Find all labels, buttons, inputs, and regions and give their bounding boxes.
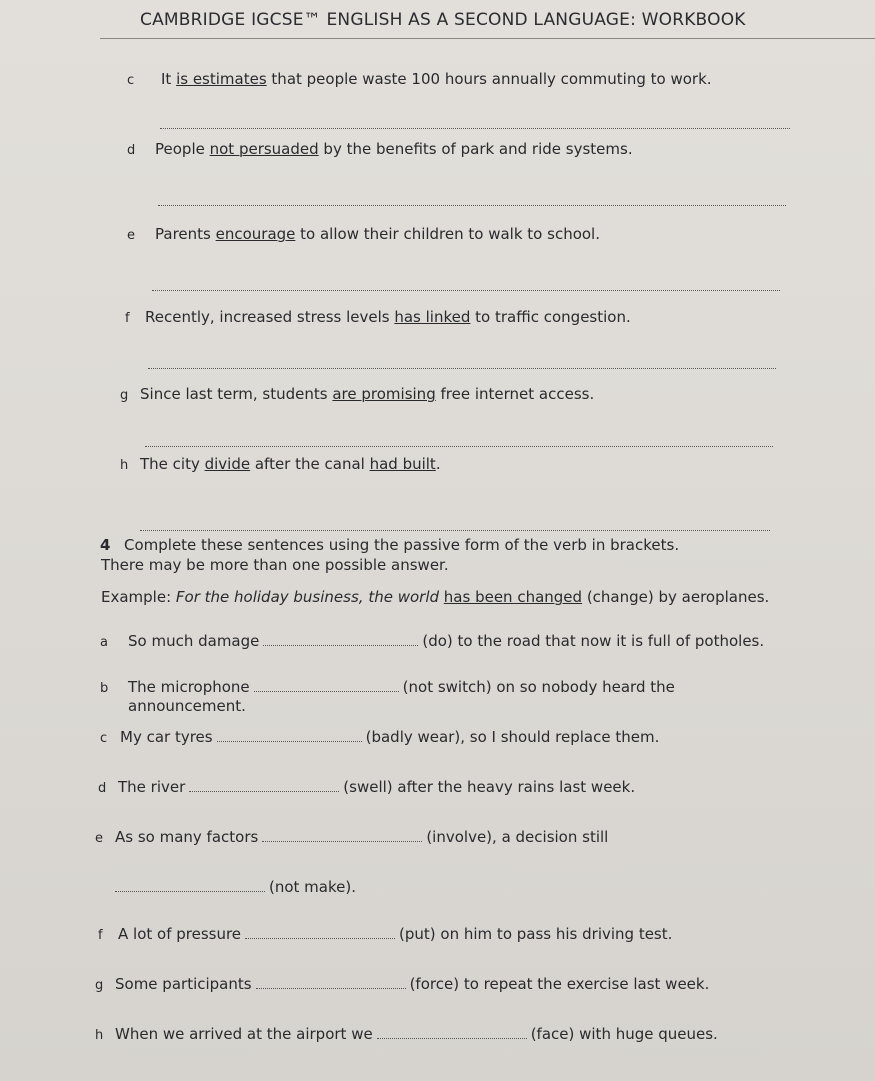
item-letter: b bbox=[100, 681, 109, 696]
example-label: Example: bbox=[101, 588, 176, 606]
item-text: My car tyres bbox=[120, 728, 213, 746]
item-text: Recently, increased stress levels bbox=[145, 308, 395, 326]
underlined-error: are promising bbox=[332, 385, 436, 403]
answer-blank[interactable] bbox=[254, 681, 399, 692]
ex3-item-c bbox=[127, 70, 712, 88]
example-text: (change) by aeroplanes. bbox=[582, 588, 770, 606]
item-text: by the benefits of park and ride systems. bbox=[318, 140, 633, 158]
exercise-number: 4 bbox=[100, 536, 111, 554]
ex4-example bbox=[101, 588, 769, 606]
item-letter: a bbox=[100, 635, 108, 650]
item-text: (do) to the road that now it is full of potholes. bbox=[422, 632, 765, 650]
item-text: As so many factors bbox=[115, 828, 259, 846]
item-letter: g bbox=[95, 978, 104, 993]
ex4-item-d bbox=[98, 778, 635, 796]
item-text: (face) with huge queues. bbox=[530, 1025, 718, 1043]
item-text: It bbox=[161, 70, 177, 88]
answer-blank[interactable] bbox=[217, 731, 362, 742]
ex4-item-e bbox=[95, 828, 608, 846]
item-text: to traffic congestion. bbox=[470, 308, 631, 326]
ex4-item-e-cont bbox=[115, 878, 356, 896]
item-letter: c bbox=[100, 731, 108, 746]
answer-line[interactable] bbox=[152, 290, 780, 291]
item-letter: g bbox=[120, 388, 129, 403]
item-text: after the canal bbox=[250, 455, 370, 473]
ex4-item-b bbox=[100, 678, 675, 696]
example-text: For the holiday business, the world bbox=[175, 588, 444, 606]
item-letter: c bbox=[127, 73, 135, 88]
ex4-item-g bbox=[95, 975, 709, 993]
page-header: CAMBRIDGE IGCSE™ ENGLISH AS A SECOND LANGUAGE: WORKBOOK bbox=[140, 10, 746, 30]
ex4-item-b-cont: announcement. bbox=[128, 697, 246, 715]
underlined-error: encourage bbox=[215, 225, 296, 243]
item-letter: f bbox=[125, 311, 130, 326]
answer-blank[interactable] bbox=[263, 635, 418, 646]
answer-blank[interactable] bbox=[256, 978, 406, 989]
ex3-item-f bbox=[125, 308, 631, 326]
ex3-item-h bbox=[120, 455, 441, 473]
answer-blank[interactable] bbox=[245, 928, 395, 939]
item-letter: h bbox=[120, 458, 129, 473]
item-letter: f bbox=[98, 928, 103, 943]
item-text: Some participants bbox=[115, 975, 252, 993]
item-text: Since last term, students bbox=[140, 385, 333, 403]
item-text: People bbox=[155, 140, 210, 158]
item-text: A lot of pressure bbox=[118, 925, 242, 943]
item-text: . bbox=[435, 455, 441, 473]
ex4-item-h bbox=[95, 1025, 718, 1043]
item-text: (badly wear), so I should replace them. bbox=[365, 728, 660, 746]
item-text: to allow their children to walk to school. bbox=[295, 225, 600, 243]
item-text: The city bbox=[140, 455, 205, 473]
answer-blank[interactable] bbox=[189, 781, 339, 792]
item-text: free internet access. bbox=[435, 385, 595, 403]
item-text: When we arrived at the airport we bbox=[115, 1025, 373, 1043]
item-letter: h bbox=[95, 1028, 104, 1043]
ex4-instruction-2: There may be more than one possible answer. bbox=[101, 556, 449, 574]
answer-line[interactable] bbox=[145, 446, 773, 447]
example-answer: has been changed bbox=[443, 588, 583, 606]
underlined-error: has linked bbox=[394, 308, 471, 326]
answer-line[interactable] bbox=[160, 128, 790, 129]
ex4-item-f bbox=[98, 925, 672, 943]
item-text: (not switch) on so nobody heard the bbox=[402, 678, 675, 696]
item-text: (put) on him to pass his driving test. bbox=[399, 925, 673, 943]
item-text: The microphone bbox=[128, 678, 250, 696]
answer-line[interactable] bbox=[148, 368, 776, 369]
item-letter: d bbox=[127, 143, 136, 158]
underlined-error: divide bbox=[204, 455, 251, 473]
answer-line[interactable] bbox=[158, 205, 786, 206]
item-text: (swell) after the heavy rains last week. bbox=[343, 778, 636, 796]
item-text: The river bbox=[118, 778, 186, 796]
answer-blank[interactable] bbox=[377, 1028, 527, 1039]
underlined-error: not persuaded bbox=[209, 140, 319, 158]
item-text: (not make). bbox=[269, 878, 356, 896]
underlined-error: had built bbox=[369, 455, 436, 473]
answer-blank[interactable] bbox=[262, 831, 422, 842]
item-letter: e bbox=[95, 831, 103, 846]
underlined-error: is estimates bbox=[176, 70, 267, 88]
ex3-item-e bbox=[127, 225, 600, 243]
answer-blank[interactable] bbox=[115, 881, 265, 892]
item-letter: e bbox=[127, 228, 135, 243]
item-text: (involve), a decision still bbox=[426, 828, 609, 846]
ex4-item-c bbox=[100, 728, 659, 746]
item-text: So much damage bbox=[128, 632, 260, 650]
ex4-instruction bbox=[100, 536, 679, 554]
item-letter: d bbox=[98, 781, 107, 796]
answer-line[interactable] bbox=[140, 530, 770, 531]
instruction-text: Complete these sentences using the passive form of the verb in brackets. bbox=[124, 536, 680, 554]
item-text: (force) to repeat the exercise last week. bbox=[409, 975, 710, 993]
item-text: that people waste 100 hours annually commuting to work. bbox=[266, 70, 712, 88]
ex4-item-a bbox=[100, 632, 764, 650]
header-rule bbox=[100, 38, 875, 39]
item-text: Parents bbox=[155, 225, 216, 243]
ex3-item-g bbox=[120, 385, 594, 403]
ex3-item-d bbox=[127, 140, 633, 158]
